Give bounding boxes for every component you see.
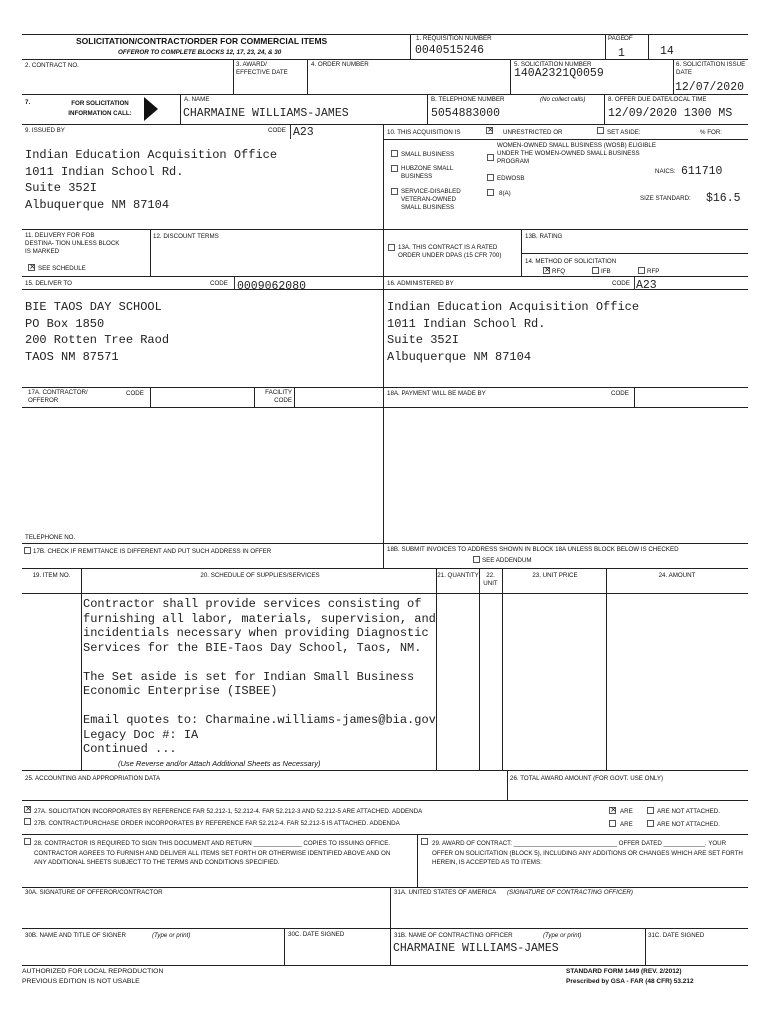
offer-due-value[interactable]: 12/09/2020 1300 MS xyxy=(608,107,733,120)
rated-order-label: 13A. THIS CONTRACT IS A RATED ORDER UNDER DPAS (15 CFR 700) xyxy=(398,244,502,259)
telephone-no-label: TELEPHONE NO. xyxy=(25,534,76,541)
rfq-checkbox[interactable] xyxy=(543,267,550,274)
sdvosb-label: SERVICE-DISABLED VETERAN-OWNED SMALL BUSINESS xyxy=(401,188,461,211)
offer-due-label: 8. OFFER DUE DATE/LOCAL TIME xyxy=(608,96,707,103)
footer-standard-form: STANDARD FORM 1449 (REV. 2/2012) xyxy=(566,968,682,975)
unrestricted-label: UNRESTRICTED OR xyxy=(503,129,563,136)
administered-by-address: Indian Education Acquisition Office 1011 Indian School Rd. Suite 352I Albuquerque NM 87104 xyxy=(387,300,640,364)
requisition-value[interactable]: 0040515246 xyxy=(415,44,485,57)
contractor-sign-text: 28. CONTRACTOR IS REQUIRED TO SIGN THIS DOCUMENT AND RETURN ______________ COPIES TO ISSUING OFFICE. CONTRACTOR AGREES TO FURNISH AND DELIVER ALL ITEMS SET FORTH OR OTHERWISE IDENTIFIED ABOVE AND ON ANY ADDITIONAL SHEETS SUBJECT TO THE TERMS AND CONDITIONS SPECIFIED. xyxy=(34,840,391,866)
page-number: 1 xyxy=(618,47,625,60)
hubzone-checkbox[interactable] xyxy=(391,165,398,172)
size-standard-label: SIZE STANDARD: xyxy=(640,195,691,202)
award-checkbox[interactable] xyxy=(421,838,428,845)
rfp-checkbox[interactable] xyxy=(638,267,645,274)
small-business-checkbox[interactable] xyxy=(391,150,398,157)
no-collect-label: (No collect calls) xyxy=(540,96,586,103)
officer-name-value[interactable]: CHARMAINE WILLIAMS-JAMES xyxy=(393,942,559,955)
solicitation-number-value[interactable]: 140A2321Q0059 xyxy=(514,67,604,80)
unit-price-header: 23. UNIT PRICE xyxy=(532,572,578,579)
rated-order-checkbox[interactable] xyxy=(388,244,395,251)
signer-type-note: (Type or print) xyxy=(152,932,191,939)
set-aside-label: SET ASIDE: xyxy=(607,129,641,136)
page-total: 14 xyxy=(660,45,674,58)
solicitation-info-label: FOR SOLICITATION INFORMATION CALL: xyxy=(68,100,132,117)
date-signed-30c-label: 30C. DATE SIGNED xyxy=(288,931,345,938)
signature-officer-note: (SIGNATURE OF CONTRACTING OFFICER) xyxy=(507,889,633,896)
contractor-code-label: CODE xyxy=(126,390,144,397)
acquisition-label: 10. THIS ACQUISITION IS xyxy=(387,129,461,136)
rating-label: 13B. RATING xyxy=(525,233,563,240)
rfp-label: RFP xyxy=(647,268,660,275)
telephone-value[interactable]: 5054883000 xyxy=(431,107,501,120)
edwosb-label: EDWOSB xyxy=(497,175,525,182)
date-signed-31c-label: 31C. DATE SIGNED xyxy=(648,932,705,939)
27b-are-not-label: ARE NOT ATTACHED. xyxy=(657,821,720,828)
27b-are-checkbox[interactable] xyxy=(609,820,616,827)
signer-name-label: 30B. NAME AND TITLE OF SIGNER xyxy=(25,932,126,939)
schedule-header: 20. SCHEDULE OF SUPPLIES/SERVICES xyxy=(200,572,320,579)
award-date-label: 3. AWARD/ EFFECTIVE DATE xyxy=(236,61,288,76)
method-label: 14. METHOD OF SOLICITATION xyxy=(525,258,617,265)
contract-no-label: 2. CONTRACT NO. xyxy=(25,62,79,69)
27a-are-not-label: ARE NOT ATTACHED. xyxy=(657,808,720,815)
deliver-to-code-value[interactable]: 0009062080 xyxy=(237,280,307,293)
quantity-header: 21. QUANTITY xyxy=(437,572,479,579)
payment-label: 18A. PAYMENT WILL BE MADE BY xyxy=(387,390,486,397)
percent-for-label: % FOR: xyxy=(700,129,723,136)
amount-header: 24. AMOUNT xyxy=(658,572,696,579)
form-title: SOLICITATION/CONTRACT/ORDER FOR COMMERCIAL ITEMS xyxy=(76,36,328,46)
accounting-label: 25. ACCOUNTING AND APPROPRIATION DATA xyxy=(25,775,161,782)
ifb-label: IFB xyxy=(601,268,611,275)
incorporates-27b-text: 27B. CONTRACT/PURCHASE ORDER INCORPORATES BY REFERENCE FAR 52.212-4. FAR 52.212-5 IS ATTACHED. ADDENDA xyxy=(34,820,400,827)
payment-code-label: CODE xyxy=(611,390,629,397)
unit-header: 22. UNIT xyxy=(483,572,498,587)
unrestricted-checkbox[interactable] xyxy=(486,127,493,134)
see-addendum-label: SEE ADDENDUM xyxy=(482,557,532,564)
telephone-label: B. TELEPHONE NUMBER xyxy=(431,96,505,103)
small-business-label: SMALL BUSINESS xyxy=(401,151,455,158)
award-text: 29. AWARD OF CONTRACT: ______________________________ OFFER DATED ____________. YOUR OFFER ON SOLICITATION (BLOCK 5), INCLUDING ANY ADDITIONS OR CHANGES WHICH ARE SET FORTH HEREIN, IS ACCEPTED AS TO ITEMS: xyxy=(432,840,743,866)
administered-by-label: 16. ADMINISTERED BY xyxy=(387,280,454,287)
27a-are-checkbox[interactable] xyxy=(609,807,616,814)
administered-code-label: CODE xyxy=(612,280,630,287)
see-addendum-checkbox[interactable] xyxy=(473,556,480,563)
requisition-label: 1. REQUISITION NUMBER xyxy=(416,35,492,42)
rfq-label: RFQ xyxy=(552,268,566,275)
block-7-number: 7. xyxy=(25,99,31,106)
issued-by-code-value[interactable]: A23 xyxy=(293,126,314,139)
submit-invoices-label: 18B. SUBMIT INVOICES TO ADDRESS SHOWN IN BLOCK 18A UNLESS BLOCK BELOW IS CHECKED xyxy=(387,546,679,553)
solicitation-number-label: 5. SOLICITATION NUMBER xyxy=(514,61,592,68)
page-label: PAGE xyxy=(608,35,625,42)
see-schedule-checkbox[interactable] xyxy=(28,264,35,271)
issue-date-label: 6. SOLICITATION ISSUE DATE xyxy=(676,61,746,76)
27b-are-not-checkbox[interactable] xyxy=(647,820,654,827)
reverse-note: (Use Reverse and/or Attach Additional Sheets as Necessary) xyxy=(118,759,321,768)
contractor-sign-checkbox[interactable] xyxy=(24,838,31,845)
item-no-header: 19. ITEM NO. xyxy=(32,572,71,579)
deliver-to-address: BIE TAOS DAY SCHOOL PO Box 1850 200 Rotten Tree Raod TAOS NM 87571 xyxy=(25,300,170,364)
sdvosb-checkbox[interactable] xyxy=(391,188,398,195)
issued-by-label: 9. ISSUED BY xyxy=(25,127,65,134)
wosb-checkbox[interactable] xyxy=(487,154,494,161)
of-label: OF xyxy=(624,35,633,42)
remit-checkbox[interactable] xyxy=(24,547,31,554)
size-standard-value[interactable]: $16.5 xyxy=(706,192,741,205)
eight-a-label: 8(A) xyxy=(499,190,511,197)
officer-name-label: 31B. NAME OF CONTRACTING OFFICER xyxy=(394,932,513,939)
naics-label: NAICS: xyxy=(655,168,676,175)
eight-a-checkbox[interactable] xyxy=(487,189,494,196)
issued-by-address: Indian Education Acquisition Office 1011 Indian School Rd. Suite 352I Albuquerque NM 87104 xyxy=(25,148,278,212)
edwosb-checkbox[interactable] xyxy=(487,174,494,181)
footer-previous-edition: PREVIOUS EDITION IS NOT USABLE xyxy=(22,978,140,985)
officer-type-note: (Type or print) xyxy=(543,932,582,939)
27a-are-label: ARE xyxy=(620,808,633,815)
deliver-to-code-label: CODE xyxy=(210,280,228,287)
remit-label: 17B. CHECK IF REMITTANCE IS DIFFERENT AND PUT SUCH ADDRESS IN OFFER xyxy=(33,548,272,555)
incorporates-27a-text: 27A. SOLICITATION INCORPORATES BY REFERENCE FAR 52.212-1, 52.212-4. FAR 52.212-3 AND 52.212-5 ARE ATTACHED. ADDENDA xyxy=(34,808,423,815)
issued-by-code-label: CODE xyxy=(268,127,286,134)
discount-terms-label: 12. DISCOUNT TERMS xyxy=(153,233,219,240)
incorporates-27b-checkbox[interactable] xyxy=(24,818,31,825)
incorporates-27a-checkbox[interactable] xyxy=(24,806,31,813)
deliver-to-label: 15. DELIVER TO xyxy=(25,280,72,287)
administered-code-value[interactable]: A23 xyxy=(636,279,657,292)
schedule-description: Contractor shall provide services consisting of furnishing all labor, materials, supervision, and incidentials necessary when providing Diagnostic Services for the BIE-Taos Day School, Taos, NM. The Set aside is set for Indian Small Business Economic Enterprise (ISBEE) Email quotes to: Charmaine.williams-james@bia.gov Legacy Doc #: IA Continued ... xyxy=(83,597,436,756)
see-schedule-label: SEE SCHEDULE xyxy=(38,265,86,272)
wosb-label: WOMEN-OWNED SMALL BUSINESS (WOSB) ELIGIBLE UNDER THE WOMEN-OWNED SMALL BUSINESS PROGRAM xyxy=(497,142,656,165)
footer-prescribed: Prescribed by GSA - FAR (48 CFR) 53.212 xyxy=(566,978,694,985)
signature-us-label: 31A. UNITED STATES OF AMERICA xyxy=(394,889,497,896)
contact-name-label: A. NAME xyxy=(184,96,210,103)
27b-are-label: ARE xyxy=(620,821,633,828)
footer-authorized: AUTHORIZED FOR LOCAL REPRODUCTION xyxy=(22,968,164,975)
issue-date-value[interactable]: 12/07/2020 xyxy=(675,81,745,94)
order-number-label: 4. ORDER NUMBER xyxy=(311,61,369,68)
naics-value[interactable]: 611710 xyxy=(681,165,723,178)
set-aside-checkbox[interactable] xyxy=(597,127,604,134)
hubzone-label: HUBZONE SMALL BUSINESS xyxy=(401,165,454,180)
facility-code-label: FACILITY CODE xyxy=(265,389,292,404)
signature-offeror-label: 30A. SIGNATURE OF OFFEROR/CONTRACTOR xyxy=(25,889,163,896)
total-award-label: 26. TOTAL AWARD AMOUNT (FOR GOVT. USE ONLY) xyxy=(510,775,664,782)
delivery-label: 11. DELIVERY FOR FOB DESTINA- TION UNLESS BLOCK IS MARKED xyxy=(25,232,120,255)
27a-are-not-checkbox[interactable] xyxy=(647,807,654,814)
form-subtitle: OFFEROR TO COMPLETE BLOCKS 12, 17, 23, 24, & 30 xyxy=(118,49,282,56)
ifb-checkbox[interactable] xyxy=(592,267,599,274)
contractor-label: 17A. CONTRACTOR/ OFFEROR xyxy=(28,389,88,404)
contact-name-value[interactable]: CHARMAINE WILLIAMS-JAMES xyxy=(183,107,349,120)
arrow-right-icon xyxy=(144,97,158,121)
